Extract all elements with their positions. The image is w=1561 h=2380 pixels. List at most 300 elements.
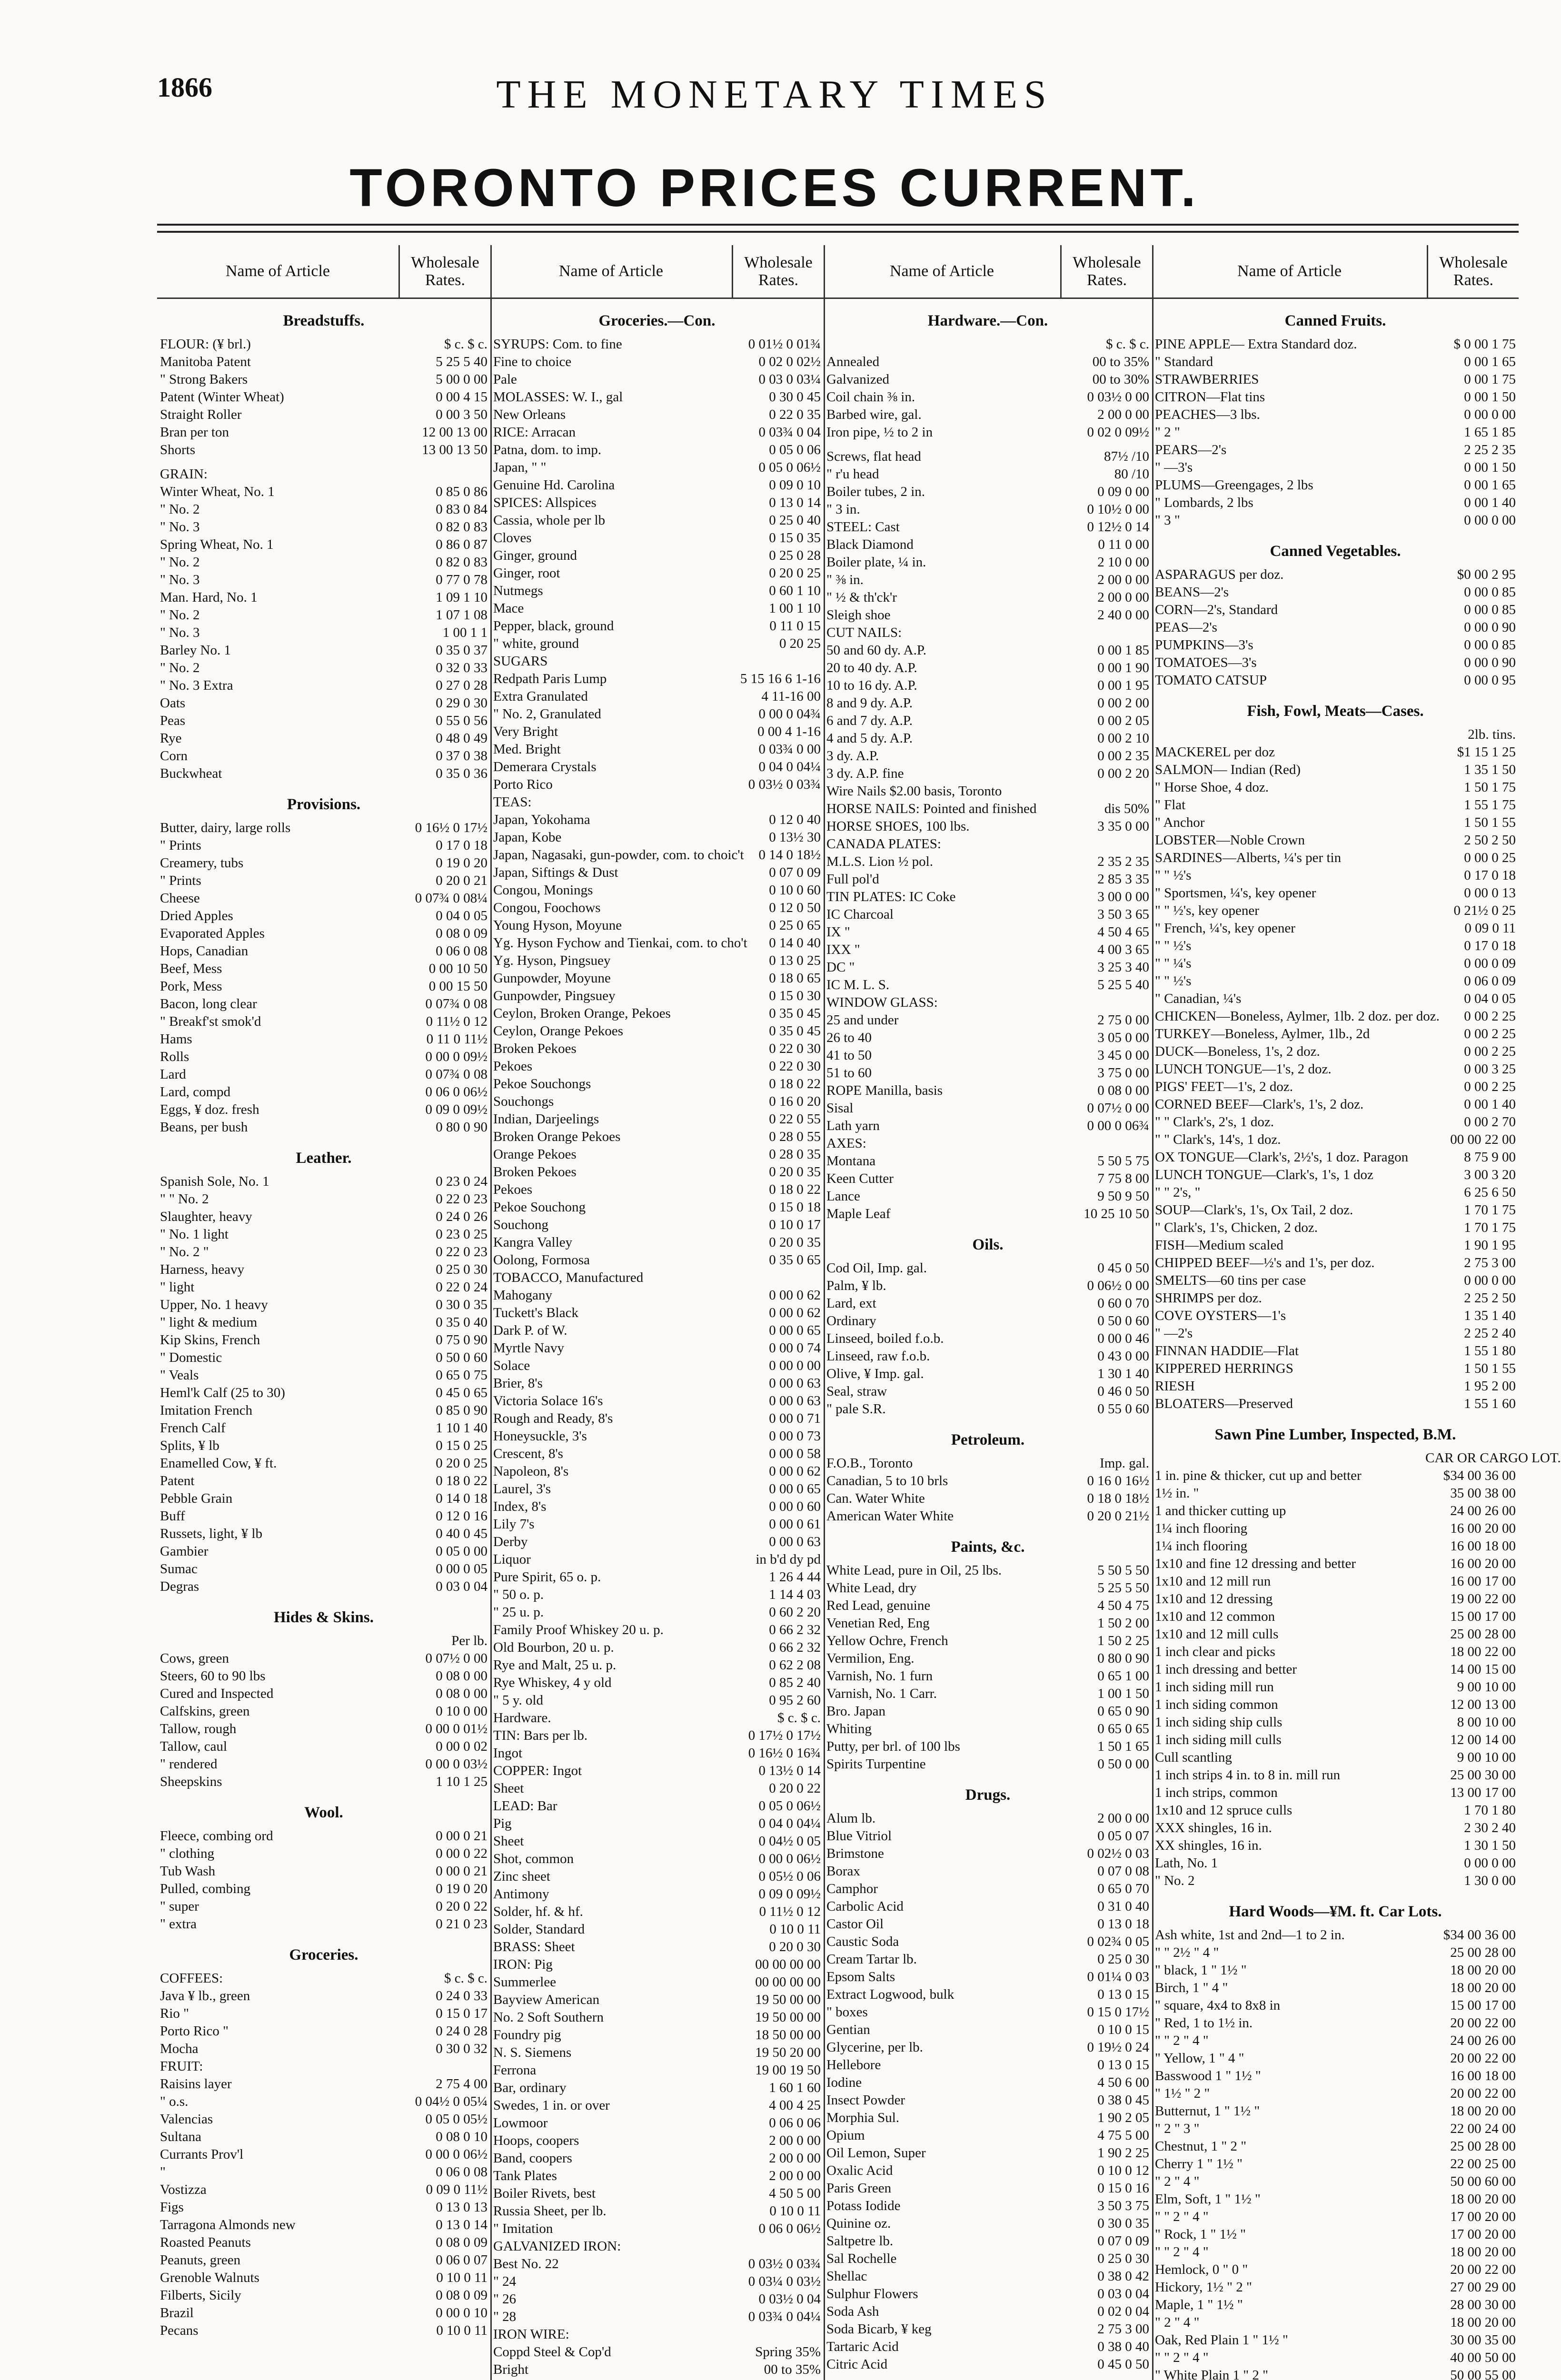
wholesale-rate: 0 00 0 13 (1464, 885, 1516, 901)
article-name: 1 inch strips, common (1155, 1785, 1278, 1800)
article-name: Rough and Ready, 8's (493, 1411, 613, 1426)
wholesale-rate: 0 00 2 70 (1464, 1114, 1516, 1130)
article-name: Buckwheat (160, 766, 222, 781)
price-row (1152, 1025, 1519, 1043)
wholesale-rate: 0 22 0 35 (769, 407, 821, 422)
wholesale-rate: 0 15 0 30 (769, 988, 821, 1003)
article-name: Zinc sheet (493, 1869, 550, 1884)
price-row (157, 441, 490, 459)
price-row (157, 2005, 490, 2023)
wholesale-rate: 0 22 0 30 (769, 1059, 821, 1074)
article-name: " No. 2 (160, 607, 200, 623)
wholesale-rate: 00 to 30% (1092, 372, 1149, 387)
article-name: Lard, ext (826, 1296, 876, 1311)
article-name: Cured and Inspected (160, 1686, 274, 1701)
price-row (1152, 2050, 1519, 2067)
price-row (490, 635, 824, 653)
price-row (490, 2361, 824, 2379)
wholesale-rate: 0 04 0 05 (1464, 991, 1516, 1006)
article-name: Brazil (160, 2305, 194, 2320)
price-row (1152, 1307, 1519, 1325)
article-name: Pecans (160, 2323, 199, 2338)
price-row (490, 688, 824, 705)
article-name: PEARS—2's (1155, 442, 1227, 457)
wholesale-rate: 0 00 0 06¾ (1087, 1118, 1149, 1133)
wholesale-rate: 0 03¾ 0 04¼ (748, 2309, 821, 2324)
article-name: IRON WIRE: (493, 2327, 569, 2342)
wholesale-rate: 1 55 1 60 (1464, 1396, 1516, 1411)
wholesale-rate: 0 07¾ 0 08¼ (415, 891, 487, 906)
price-row (824, 783, 1152, 800)
article-name: Congou, Foochows (493, 900, 601, 915)
wholesale-rate: 0 35 0 37 (436, 643, 487, 658)
section-heading: Oils. (972, 1236, 1004, 1253)
article-name: Sheet (493, 1781, 524, 1796)
wholesale-rate: 0 04 0 04¼ (758, 1816, 821, 1831)
price-row (824, 2162, 1152, 2180)
article-name: WINDOW GLASS: (826, 995, 938, 1010)
article-name: Lath yarn (826, 1118, 880, 1133)
article-name: Mocha (160, 2041, 199, 2056)
article-name: Morphia Sul. (826, 2110, 900, 2125)
price-row (157, 1296, 490, 1314)
price-row (490, 1445, 824, 1463)
wholesale-rate: 0 50 0 00 (1097, 1756, 1149, 1772)
price-row (824, 1507, 1152, 1525)
article-name: Sheet (493, 1834, 524, 1849)
price-row (824, 853, 1152, 871)
price-row (157, 1101, 490, 1119)
article-name: Cows, green (160, 1651, 229, 1666)
price-row (157, 2234, 490, 2251)
wholesale-rate: 0 38 0 42 (1097, 2269, 1149, 2284)
price-row (824, 1012, 1152, 1029)
wholesale-rate: 0 66 2 32 (769, 1622, 821, 1637)
price-row (824, 1827, 1152, 1845)
article-name: Rolls (160, 1049, 189, 1064)
wholesale-rate: 0 85 0 90 (436, 1403, 487, 1418)
wholesale-rate: 0 75 0 90 (436, 1332, 487, 1348)
wholesale-rate: 50 00 55 00 (1450, 2368, 1516, 2380)
wholesale-rate: 0 00 0 25 (1464, 850, 1516, 865)
price-row (490, 424, 824, 441)
price-row (490, 1692, 824, 1709)
price-row (1152, 867, 1519, 884)
price-row (824, 1135, 1152, 1152)
article-name: SOUP—Clark's, 1's, Ox Tail, 2 doz. (1155, 1202, 1353, 1218)
wholesale-rate: 0 65 1 00 (1097, 1668, 1149, 1684)
article-name: " Anchor (1155, 815, 1205, 830)
wholesale-rate: 0 30 0 35 (1097, 2216, 1149, 2231)
price-row (824, 2144, 1152, 2162)
wholesale-rate: 0 06½ 0 00 (1087, 1278, 1149, 1293)
price-row (157, 1048, 490, 1066)
article-name: Pekoes (493, 1059, 533, 1074)
price-row (824, 1968, 1152, 1986)
article-name: Bran per ton (160, 425, 229, 440)
wholesale-rate: 0 35 0 36 (436, 766, 487, 781)
article-name: " " 2 " 4 " (1155, 2033, 1209, 2048)
price-row (1152, 2120, 1519, 2138)
section-heading: Groceries.—Con. (598, 312, 716, 329)
price-row (1152, 761, 1519, 779)
article-name: 1 inch dressing and better (1155, 1662, 1297, 1677)
article-name: Putty, per brl. of 100 lbs (826, 1739, 960, 1754)
wholesale-rate: 0 12 0 40 (769, 812, 821, 827)
price-row (490, 1181, 824, 1199)
price-row (157, 907, 490, 925)
price-row (1152, 1395, 1519, 1413)
wholesale-rate: 0 16½ 0 17½ (415, 820, 487, 835)
price-row (824, 765, 1152, 783)
article-name: IX " (826, 924, 850, 940)
wholesale-rate: 6 25 6 50 (1464, 1185, 1516, 1200)
article-name: " Yellow, 1 " 4 " (1155, 2051, 1244, 2066)
article-name: Filberts, Sicily (160, 2288, 241, 2303)
wholesale-rate: 0 07¾ 0 08 (425, 1067, 487, 1082)
article-name: CHICKEN—Boneless, Aylmer, 1lb. 2 doz. per doz. (1155, 1009, 1440, 1024)
wholesale-rate: 0 00 0 04¾ (758, 706, 821, 722)
article-name: Buff (160, 1508, 185, 1524)
article-name: CITRON—Flat tins (1155, 389, 1265, 405)
price-row (1152, 584, 1519, 601)
price-row (824, 1472, 1152, 1490)
article-name: Coil chain ⅜ in. (826, 389, 915, 405)
wholesale-rate: 0 31 0 40 (1097, 1899, 1149, 1914)
price-row (157, 1703, 490, 1720)
price-row (157, 1472, 490, 1490)
wholesale-rate: 1 95 2 00 (1464, 1378, 1516, 1394)
price-row (1152, 955, 1519, 972)
wholesale-rate: 1 65 1 85 (1464, 425, 1516, 440)
article-name: No. 2 Soft Southern (493, 2010, 604, 2025)
article-name: Bacon, long clear (160, 996, 257, 1012)
price-row (1152, 726, 1519, 744)
price-row (1152, 1325, 1519, 1342)
article-name: MACKEREL per doz (1155, 744, 1275, 760)
price-row (490, 2132, 824, 2150)
wholesale-rate: 1 50 1 55 (1464, 815, 1516, 830)
price-row (157, 2251, 490, 2269)
price-row (1152, 1537, 1519, 1555)
wholesale-rate: 1 10 1 25 (436, 1774, 487, 1789)
wholesale-rate: 0 00 0 06½ (758, 1851, 821, 1866)
price-row (490, 1568, 824, 1586)
price-row (490, 1833, 824, 1850)
wholesale-rate (1059, 1135, 1152, 1152)
wholesale-rate: 2 25 2 40 (1464, 1326, 1516, 1341)
wholesale-rate: 0 05 0 06½ (758, 460, 821, 475)
article-name: Boiler Rivets, best (493, 2186, 596, 2201)
article-name: Bright (493, 2362, 529, 2377)
section-heading: Groceries. (289, 1946, 358, 1964)
price-row (157, 1490, 490, 1507)
wholesale-rate: 0 45 0 65 (436, 1385, 487, 1400)
price-row (824, 371, 1152, 388)
wholesale-rate: 0 00 1 95 (1097, 678, 1149, 693)
article-name: " light (160, 1279, 195, 1295)
column-header-name: Name of Article (1237, 262, 1342, 280)
article-name: Best No. 22 (493, 2256, 559, 2271)
wholesale-rate: 0 00 0 62 (769, 1305, 821, 1320)
column-header-rates: Wholesale Rates. (398, 245, 490, 298)
price-row (157, 388, 490, 406)
price-row (157, 890, 490, 907)
article-name: SALMON— Indian (Red) (1155, 762, 1301, 777)
price-row (157, 1667, 490, 1685)
article-name: 1x10 and 12 spruce culls (1155, 1803, 1293, 1818)
wholesale-rate: 0 65 0 70 (1097, 1881, 1149, 1896)
article-name: Chestnut, 1 " 2 " (1155, 2139, 1247, 2154)
wholesale-rate (1059, 783, 1152, 800)
price-row (824, 624, 1152, 642)
article-name: Tarragona Almonds new (160, 2217, 296, 2232)
price-row (157, 353, 490, 371)
wholesale-rate: 0 08 0 10 (436, 2129, 487, 2144)
wholesale-rate: 0 17½ 0 17½ (748, 1728, 821, 1743)
wholesale-rate: 1 50 2 25 (1097, 1633, 1149, 1648)
wholesale-rate: 0 20 0 25 (769, 565, 821, 581)
price-row (824, 2320, 1152, 2338)
price-row (157, 606, 490, 624)
wholesale-rate: 0 00 0 02 (436, 1739, 487, 1754)
price-row (1152, 2279, 1519, 2296)
price-row (824, 406, 1152, 424)
price-row (157, 642, 490, 659)
price-row (1152, 1766, 1519, 1784)
wholesale-rate: 1 55 1 80 (1464, 1343, 1516, 1359)
article-name: Butternut, 1 " 1½ " (1155, 2103, 1260, 2119)
price-row (490, 2326, 824, 2343)
wholesale-rate: 0 18 0 22 (769, 1182, 821, 1197)
article-name: French Calf (160, 1420, 226, 1436)
article-name: Solace (493, 1358, 530, 1373)
article-name: " Rock, 1 " 1½ " (1155, 2227, 1246, 2242)
article-name: White Lead, pure in Oil, 25 lbs. (826, 1563, 1002, 1578)
wholesale-rate: 00 00 00 00 (755, 1974, 821, 1990)
article-name: Liquor (493, 1552, 531, 1567)
price-row (824, 2092, 1152, 2109)
price-row (490, 811, 824, 829)
price-row (824, 1348, 1152, 1365)
article-name: Iodine (826, 2075, 862, 2090)
price-row (157, 1331, 490, 1349)
article-name: LEAD: Bar (493, 1798, 557, 1814)
price-row (824, 994, 1152, 1012)
price-row (490, 776, 824, 793)
wholesale-rate: 0 08 0 09 (436, 2235, 487, 2250)
price-row (1152, 601, 1519, 619)
price-row (824, 1259, 1152, 1277)
price-row (824, 1880, 1152, 1898)
wholesale-rate: 0 11½ 0 12 (426, 1014, 487, 1029)
article-name: STEEL: Cast (826, 519, 900, 535)
article-name: Solder, Standard (493, 1922, 585, 1937)
price-row (1152, 371, 1519, 388)
article-name: Indian, Darjeelings (493, 1111, 599, 1127)
wholesale-rate: 0 16½ 0 16¾ (748, 1745, 821, 1761)
article-name: Oats (160, 695, 186, 711)
wholesale-rate: 0 20 0 30 (769, 1939, 821, 1954)
article-name: Hickory, 1½ " 2 " (1155, 2280, 1252, 2295)
price-row (490, 2185, 824, 2202)
article-name: Broken Pekoes (493, 1164, 577, 1180)
price-row (824, 1277, 1152, 1295)
article-name: 1 inch siding mill culls (1155, 1732, 1282, 1747)
article-name: " (160, 2164, 166, 2180)
article-name: Olive, ¥ Imp. gal. (826, 1366, 924, 1381)
article-name: " " 2's, " (1155, 1185, 1201, 1200)
wholesale-rate (1059, 624, 1152, 642)
article-name: Yg. Hyson, Pingsuey (493, 953, 611, 968)
price-row (824, 388, 1152, 406)
article-name: " 26 (493, 2291, 517, 2307)
wholesale-rate: 2 75 0 00 (1097, 1012, 1149, 1028)
wholesale-rate: 0 00 0 85 (1464, 637, 1516, 653)
article-name: Band, coopers (493, 2151, 572, 2166)
article-name: Peanuts, green (160, 2252, 241, 2268)
wholesale-rate: 0 10 0 17 (769, 1217, 821, 1232)
article-name: Patent (Winter Wheat) (160, 389, 284, 405)
article-name: TOMATOES—3's (1155, 655, 1257, 670)
wholesale-rate: 0 00 1 40 (1464, 1097, 1516, 1112)
wholesale-rate: 0 43 0 00 (1097, 1349, 1149, 1364)
wholesale-rate: 0 09 0 11½ (426, 2182, 487, 2197)
price-row (157, 1685, 490, 1703)
wholesale-rate: 25 00 28 00 (1450, 1626, 1516, 1642)
article-name: " black, 1 " 1½ " (1155, 1963, 1247, 1978)
article-name: " French, ¼'s, key opener (1155, 921, 1295, 936)
price-row (1152, 1608, 1519, 1626)
article-name: Honeysuckle, 3's (493, 1428, 587, 1444)
wholesale-rate: 0 13 0 14 (436, 2217, 487, 2232)
wholesale-rate: 0 35 0 45 (769, 1006, 821, 1021)
price-row (490, 952, 824, 970)
price-row (1152, 1360, 1519, 1378)
wholesale-rate: 2 00 0 00 (1097, 407, 1149, 422)
wholesale-rate: 0 00 0 10 (436, 2305, 487, 2320)
section-heading: Wool. (304, 1804, 343, 1821)
article-name: " No. 2 (160, 555, 200, 570)
article-name: 1¼ inch flooring (1155, 1538, 1248, 1554)
article-name: FISH—Medium scaled (1155, 1238, 1283, 1253)
price-row (490, 2114, 824, 2132)
wholesale-rate: 18 50 00 00 (755, 2027, 821, 2043)
price-row (1152, 1837, 1519, 1854)
wholesale-rate: 0 20 0 22 (436, 1899, 487, 1914)
price-row (490, 2273, 824, 2291)
price-row (490, 1621, 824, 1639)
article-name: Vostizza (160, 2182, 207, 2197)
price-row (490, 1533, 824, 1551)
wholesale-rate: 1 10 1 40 (436, 1420, 487, 1436)
price-row (824, 694, 1152, 712)
article-name: " No. 2 (160, 660, 200, 675)
wholesale-rate: 0 14 0 18 (436, 1491, 487, 1506)
wholesale-rate: 0 77 0 78 (436, 572, 487, 587)
article-name: COVE OYSTERS—1's (1155, 1308, 1286, 1323)
article-name: " super (160, 1899, 199, 1914)
price-row (1152, 406, 1519, 424)
price-row (490, 1745, 824, 1762)
wholesale-rate: 25 00 30 00 (1450, 1767, 1516, 1783)
article-name: Eggs, ¥ doz. fresh (160, 1102, 259, 1117)
wholesale-rate: 0 00 0 90 (1464, 655, 1516, 670)
article-name: Ginger, root (493, 565, 560, 581)
article-name: FLOUR: (¥ brl.) (160, 337, 251, 352)
article-name: Hops, Canadian (160, 943, 249, 959)
price-row (1152, 1962, 1519, 1979)
article-name: Broken Pekoes (493, 1041, 577, 1056)
price-row (1152, 1201, 1519, 1219)
wholesale-rate: 0 13½ 30 (769, 830, 821, 845)
price-row (1152, 512, 1519, 529)
price-row (157, 659, 490, 677)
price-row (157, 1208, 490, 1226)
wholesale-rate: 0 07½ 0 00 (1087, 1101, 1149, 1116)
wholesale-rate: 1 30 1 50 (1464, 1838, 1516, 1853)
article-name: Spring Wheat, No. 1 (160, 537, 274, 552)
wholesale-rate: 0 18 0 22 (436, 1473, 487, 1488)
wholesale-rate: 0 22 0 30 (769, 1041, 821, 1056)
section-heading: Hides & Skins. (274, 1609, 374, 1626)
article-name: Grenoble Walnuts (160, 2270, 259, 2285)
price-row (490, 494, 824, 512)
price-row (1152, 1219, 1519, 1237)
wholesale-rate: 0 95 2 60 (769, 1693, 821, 1708)
article-name: SYRUPS: Com. to fine (493, 337, 622, 352)
article-name: Splits, ¥ lb (160, 1438, 219, 1453)
price-row (1152, 2138, 1519, 2155)
article-name: " " 2 " 4 " (1155, 2244, 1209, 2260)
price-row (490, 970, 824, 987)
article-name: Full pol'd (826, 872, 879, 887)
price-row (824, 2003, 1152, 2021)
wholesale-rate: 0 03¼ 0 03½ (748, 2274, 821, 2289)
wholesale-rate: 0 06 0 07 (436, 2252, 487, 2268)
price-row (490, 2079, 824, 2097)
price-row (1152, 779, 1519, 796)
article-name: Sultana (160, 2129, 201, 2144)
article-name: " 24 (493, 2274, 517, 2289)
price-row (824, 747, 1152, 765)
price-row (490, 2009, 824, 2026)
wholesale-rate: 0 07 0 09 (769, 865, 821, 880)
price-row (490, 617, 824, 635)
wholesale-rate: 0 15 0 16 (1097, 2181, 1149, 2196)
wholesale-rate: 87½ /10 (1104, 449, 1149, 464)
wholesale-rate: 0 00 2 25 (1464, 1009, 1516, 1024)
wholesale-rate: 0 00 0 03½ (425, 1756, 487, 1772)
article-name: Fleece, combing ord (160, 1828, 273, 1844)
article-name: 1x10 and 12 mill culls (1155, 1626, 1279, 1642)
price-row (1152, 1485, 1519, 1502)
wholesale-rate: 2 25 2 50 (1464, 1290, 1516, 1306)
wholesale-rate: 0 35 0 40 (436, 1315, 487, 1330)
article-name: Dark P. of W. (493, 1323, 567, 1338)
price-row (1152, 1449, 1561, 1467)
price-row (824, 835, 1152, 853)
price-row (824, 1863, 1152, 1880)
price-row (157, 1437, 490, 1455)
section-heading: Leather. (296, 1150, 352, 1167)
wholesale-rate: 1 90 2 25 (1097, 2145, 1149, 2161)
article-name: Basswood 1 " 1½ " (1155, 2068, 1261, 2083)
wholesale-rate (730, 793, 824, 811)
wholesale-rate: 0 00 0 90 (1464, 620, 1516, 635)
wholesale-rate: 0 55 0 56 (436, 713, 487, 728)
article-name: 1 inch strips 4 in. to 8 in. mill run (1155, 1767, 1341, 1783)
